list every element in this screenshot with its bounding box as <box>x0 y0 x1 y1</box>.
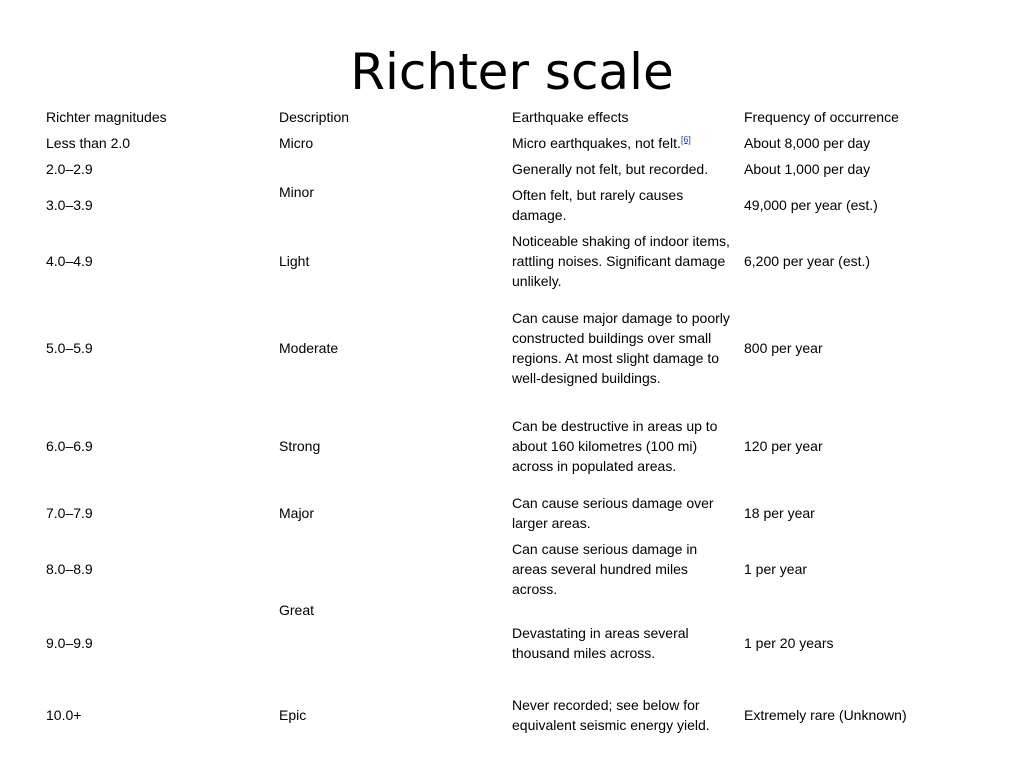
table-row <box>40 490 968 536</box>
magnitude-cell: 2.0–2.9 <box>46 161 93 177</box>
description-cell: Major <box>279 505 315 521</box>
frequency-cell: 49,000 per year (est.) <box>744 197 878 213</box>
magnitude-cell: 6.0–6.9 <box>46 438 93 454</box>
header-description: Description <box>279 109 350 125</box>
magnitude-cell: 4.0–4.9 <box>46 253 93 269</box>
effects-cell: Noticeable shaking of indoor items, rattling noises. Significant damage unlikely. <box>512 233 730 289</box>
description-cell: Strong <box>279 438 321 454</box>
table-header-row <box>40 104 968 130</box>
citation-link[interactable]: [6] <box>680 134 691 145</box>
description-cell: Micro <box>279 135 314 151</box>
header-magnitudes: Richter magnitudes <box>46 109 167 125</box>
header-frequency: Frequency of occurrence <box>744 109 899 125</box>
effects-cell: Can cause serious damage in areas several hundred miles across. <box>512 541 698 597</box>
effects-cell: Often felt, but rarely causes damage. <box>512 187 684 223</box>
effects-cell: Generally not felt, but recorded. <box>512 161 709 177</box>
effects-cell: Can cause serious damage over larger areas. <box>512 495 714 531</box>
header-effects: Earthquake effects <box>512 109 629 125</box>
table-row <box>40 156 968 182</box>
description-cell: Moderate <box>279 340 339 356</box>
description-cell: Light <box>279 253 310 269</box>
frequency-cell: Extremely rare (Unknown) <box>744 707 907 723</box>
table-row <box>40 228 968 294</box>
magnitude-cell: Less than 2.0 <box>46 135 131 151</box>
page-title: Richter scale <box>350 43 674 101</box>
frequency-cell: 6,200 per year (est.) <box>744 253 871 269</box>
effects-text: Micro earthquakes, not felt. <box>512 135 681 151</box>
description-cell: Minor <box>279 184 315 200</box>
frequency-cell: 1 per 20 years <box>744 635 834 651</box>
magnitude-cell: 10.0+ <box>46 707 82 723</box>
richter-table <box>40 104 968 746</box>
table-row <box>40 130 968 156</box>
effects-cell: Never recorded; see below for equivalent seismic energy yield. <box>512 697 710 733</box>
effects-cell: Can cause major damage to poorly constructed buildings over small regions. At most slight damage to well-designed buildings. <box>512 310 730 386</box>
effects-cell <box>506 130 738 156</box>
table-row <box>40 684 968 746</box>
frequency-cell: 800 per year <box>744 340 823 356</box>
table-row <box>40 294 968 402</box>
effects-cell: Can be destructive in areas up to about 160 kilometres (100 mi) across in populated areas. <box>512 418 718 474</box>
frequency-cell: 1 per year <box>744 561 808 577</box>
description-cell: Great <box>279 602 315 618</box>
frequency-cell: 120 per year <box>744 438 823 454</box>
effects-cell: Devastating in areas several thousand miles across. <box>512 625 689 661</box>
magnitude-cell: 9.0–9.9 <box>46 635 93 651</box>
magnitude-cell: 3.0–3.9 <box>46 197 93 213</box>
description-cell: Epic <box>279 707 307 723</box>
table-row <box>40 402 968 490</box>
magnitude-cell: 5.0–5.9 <box>46 340 93 356</box>
frequency-cell: About 1,000 per day <box>744 161 871 177</box>
magnitude-cell: 8.0–8.9 <box>46 561 93 577</box>
frequency-cell: About 8,000 per day <box>744 135 871 151</box>
table-row <box>40 536 968 602</box>
magnitude-cell: 7.0–7.9 <box>46 505 93 521</box>
frequency-cell: 18 per year <box>744 505 815 521</box>
